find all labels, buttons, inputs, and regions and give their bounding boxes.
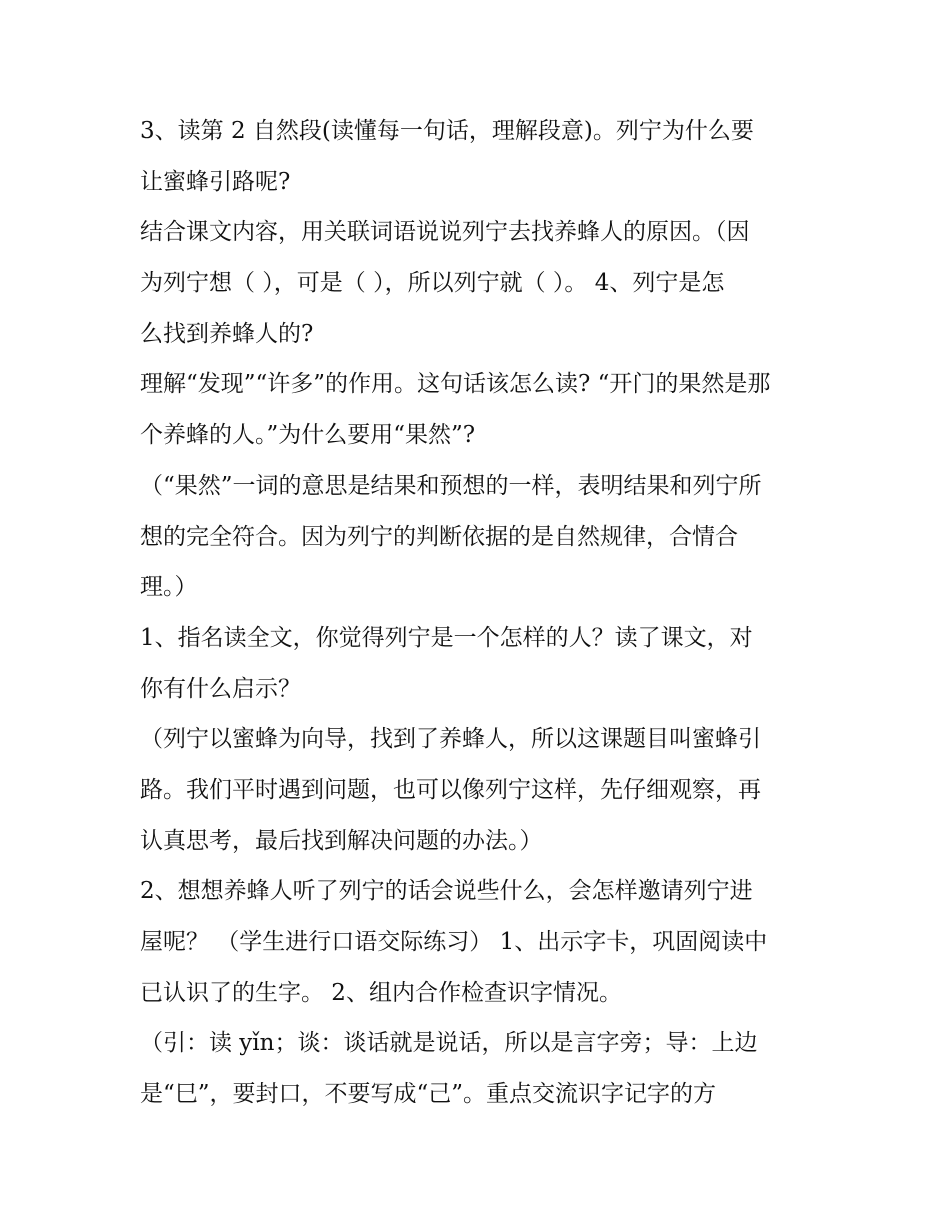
- text-line: 想的完全符合。因为列宁的判断依据的是自然规律，合情合: [140, 523, 738, 550]
- text-line: 3、读第 2 自然段(读懂每一句话，理解段意)。列宁为什么要: [140, 118, 754, 144]
- text-line: 屋呢？ （学生进行口语交际练习） 1、出示字卡，巩固阅读中: [140, 929, 768, 955]
- text-line: 认真思考，最后找到解决问题的办法。）: [140, 827, 543, 854]
- text-line: 已认识了的生字。 2、组内合作检查识字情况。: [140, 979, 622, 1006]
- text-line: 让蜜蜂引路呢?: [140, 168, 291, 195]
- text-line: 么找到养蜂人的?: [140, 320, 314, 347]
- text-line: 结合课文内容，用关联词语说说列宁去找养蜂人的原因。（因: [140, 219, 750, 246]
- text-line: 你有什么启示？: [140, 675, 301, 702]
- text-line: （“果然”一词的意思是结果和预想的一样，表明结果和列宁所: [140, 472, 762, 499]
- text-line: （引：读 yǐn；谈：谈话就是说话，所以是言字旁；导：上边: [140, 1030, 758, 1057]
- text-line: 是“巳”，要封口，不要写成“己”。重点交流识字记字的方: [140, 1081, 717, 1108]
- text-line: 理解“发现”“许多”的作用。这句话该怎么读? “开门的果然是那: [140, 371, 771, 398]
- document-body: [140, 106, 820, 1120]
- text-line: 个养蜂的人。”为什么要用“果然”?: [140, 422, 476, 449]
- text-line: 路。我们平时遇到问题，也可以像列宁这样，先仔细观察，再: [140, 776, 761, 803]
- text-line: 为列宁想（ ），可是（ ），所以列宁就（ ）。 4、列宁是怎: [140, 270, 725, 297]
- text-line: 2、想想养蜂人听了列宁的话会说些什么，会怎样邀请列宁进: [140, 878, 753, 905]
- text-line: （列宁以蜜蜂为向导，找到了养蜂人，所以这课题目叫蜜蜂引: [140, 726, 761, 753]
- text-line: 1、指名读全文，你觉得列宁是一个怎样的人？读了课文，对: [140, 624, 753, 651]
- text-line: 理。）: [140, 574, 198, 601]
